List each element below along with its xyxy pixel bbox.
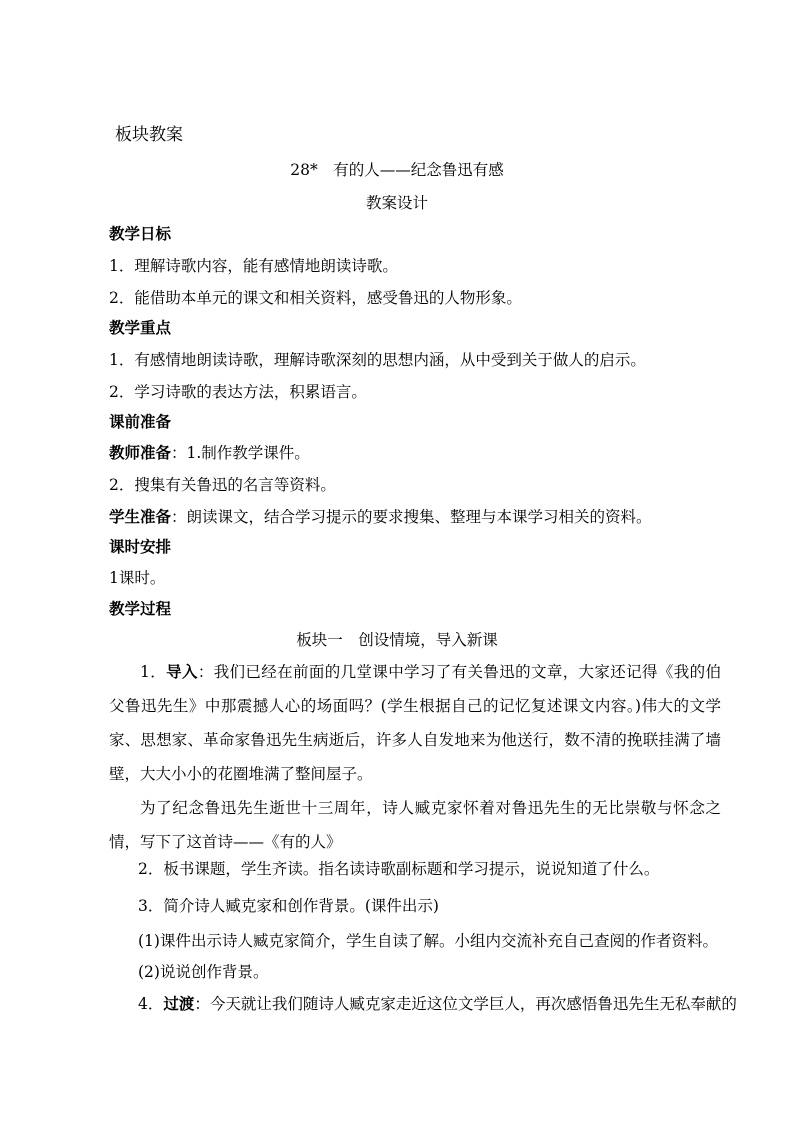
p4-label: 过渡 [163,994,195,1013]
section-title: 板块教案 [115,125,183,145]
key-point-item: 1．有感情地朗读诗歌，理解诗歌深刻的思想内涵，从中受到关于做人的启示。 [109,351,646,369]
teacher-prep [109,443,310,463]
teacher-prep-label: 教师准备 [109,443,172,462]
block1-title [0,630,794,650]
p1-label: 导入 [166,662,198,681]
teacher-prep-item: 2．搜集有关鲁迅的名言等资料。 [109,476,336,494]
p4-text: ：今天就让我们随诗人臧克家走近这位文学巨人，再次感悟鲁迅先生无私奉献的 [194,995,737,1013]
key-points-heading: 教学重点 [109,318,172,337]
process-heading: 教学过程 [109,599,172,618]
paragraph-step3-1: (1)课件出示诗人臧克家简介，学生自读了解。小组内交流补充自己查阅的作者资料。 [138,932,718,950]
student-prep-label: 学生准备 [109,507,172,526]
paragraph-intro [109,655,721,791]
block1-title-text: 板块一 创设情境，导入新课 [296,631,498,649]
paragraph-step3-2: (2)说说创作背景。 [138,963,269,981]
key-point-item: 2．学习诗歌的表达方法，积累语言。 [109,383,367,401]
goals-heading: 教学日标 [109,224,172,243]
lesson-title: 28* 有的人——纪念鲁迅有感 [290,161,504,179]
goal-item: 2．能借助本单元的课文和相关资料，感受鲁迅的人物形象。 [109,289,522,307]
prep-heading: 课前准备 [109,412,172,431]
teacher-prep-text: ：1.制作教学课件。 [171,444,310,462]
p1-text: ：我们已经在前面的几堂课中学习了有关鲁迅的文章，大家还记得《我的伯父鲁迅先生》中那震撼人心的场面吗？(学生根据自己的记忆复述课文内容。)伟大的文学家、思想家、革命家鲁迅先生病逝后，许多人自发地来为他送行，数不清的挽联挂满了墙壁，大大小小的花圈堆满了整间屋子。 [109,663,721,783]
schedule-text: 1课时。 [109,569,166,587]
student-prep-text: ：朗读课文，结合学习提示的要求搜集、整理与本课学习相关的资料。 [171,508,652,526]
paragraph-step3: 3．简介诗人臧克家和创作背景。(课件出示) [138,897,439,915]
p4-number: 4． [138,995,164,1013]
goal-item: 1．理解诗歌内容，能有感情地朗读诗歌。 [109,257,398,275]
paragraph-step2: 2．板书课题，学生齐读。指名读诗歌副标题和学习提示，说说知道了什么。 [138,860,660,878]
paragraph-purpose: 为了纪念鲁迅先生逝世十三周年，诗人臧克家怀着对鲁迅先生的无比崇敬与怀念之情，写下了这首诗——《有的人》 [109,799,721,851]
student-prep [109,507,652,527]
paragraph-step4 [138,994,737,1014]
schedule-heading: 课时安排 [109,537,172,556]
p1-number: 1． [140,663,167,681]
design-title: 教案设计 [365,194,428,212]
